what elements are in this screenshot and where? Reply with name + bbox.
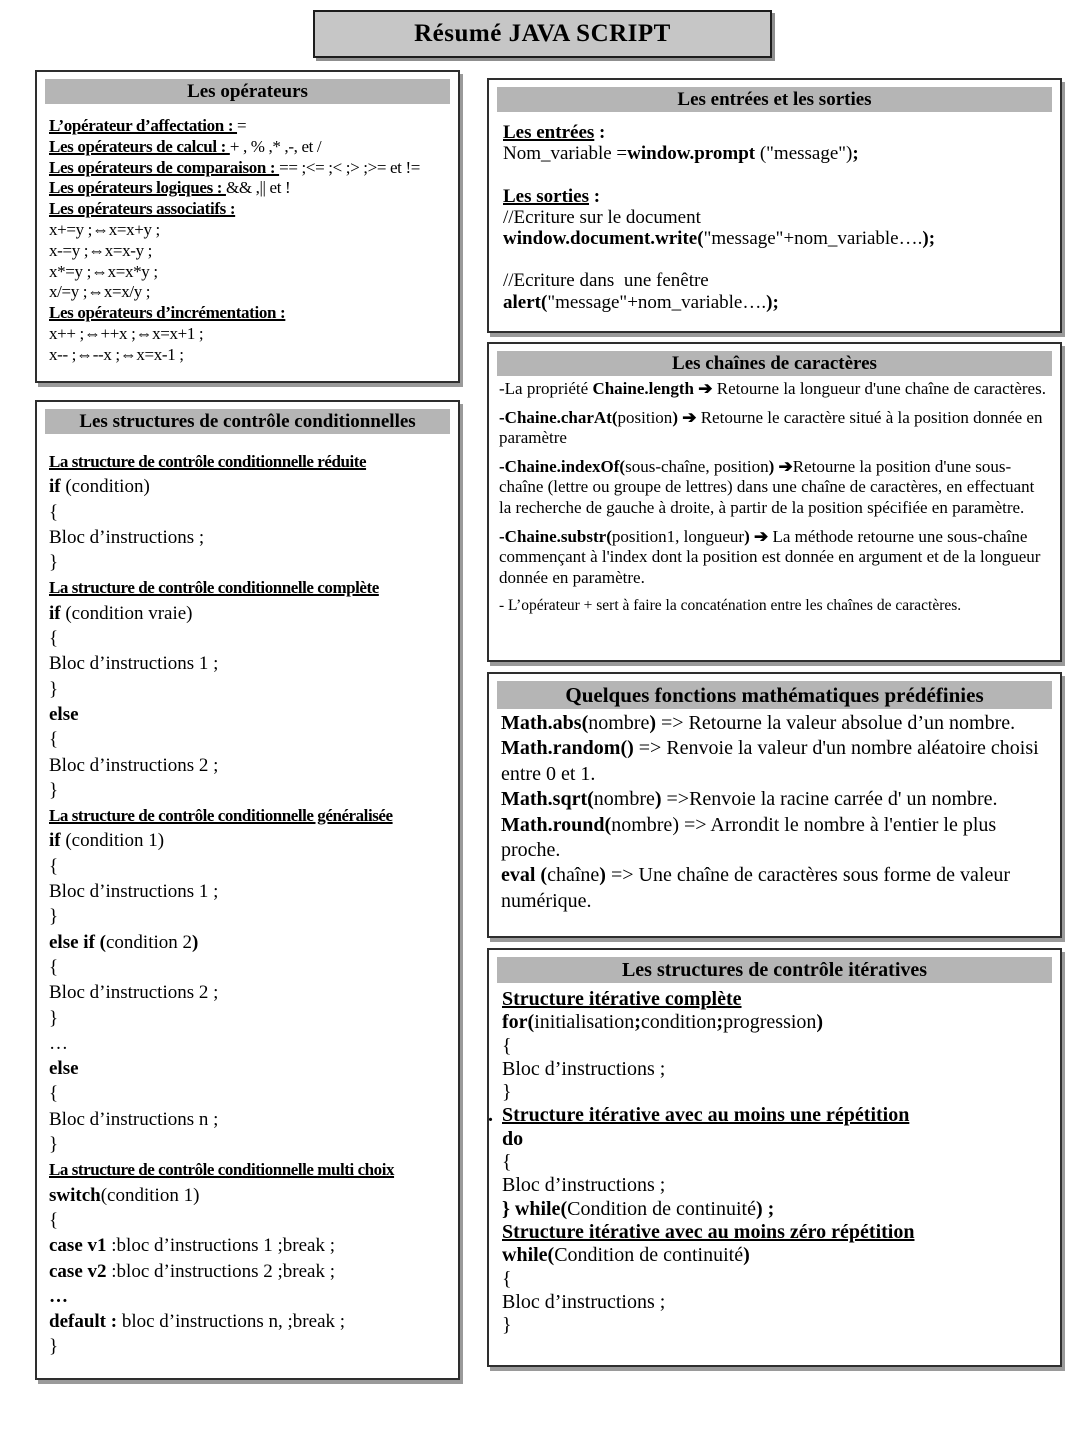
text-segment: ): [192, 931, 199, 953]
text-segment: sous-chaîne, position: [625, 456, 769, 476]
content-line: [49, 525, 452, 550]
text-segment: alert(: [503, 291, 548, 313]
content-line: [488, 1104, 1052, 1127]
text-segment: - L’opérateur + sert à faire la concaténation entre les chaînes de caractères.: [499, 597, 962, 615]
text-segment: eval (: [501, 864, 548, 887]
text-segment: =>Renvoie la racine carrée d' un nombre.: [666, 788, 998, 811]
text-segment: Les entrées: [503, 122, 595, 143]
content-line: [502, 1128, 1052, 1151]
content-line: [502, 1198, 1052, 1221]
content-line: [503, 249, 1052, 270]
text-segment: else: [49, 1058, 79, 1080]
text-segment: ;: [716, 1011, 724, 1034]
text-segment: if: [49, 476, 66, 498]
text-segment: condition 2: [105, 931, 193, 953]
section-body: [37, 104, 458, 366]
section-inputs-outputs: [487, 78, 1062, 333]
text-segment: default :: [49, 1311, 122, 1333]
text-segment: ) ➔: [768, 456, 793, 476]
text-segment: {: [49, 956, 59, 978]
text-segment: Retourne la longueur d'une chaîne de caractères.: [716, 379, 1046, 398]
text-segment: case v2: [49, 1260, 112, 1282]
section-body: [37, 434, 458, 1360]
content-line: [49, 904, 452, 929]
text-segment: x++ ;⇔++x ;⇔x=x+1 ;: [49, 323, 204, 343]
text-segment: x-- ;⇔--x ;⇔x=x-1 ;: [49, 344, 184, 364]
text-segment: position: [617, 407, 673, 427]
content-line: [49, 803, 452, 828]
text-segment: == ;<= ;< ;> ;>= et !=: [279, 157, 421, 177]
content-line: [49, 1309, 452, 1334]
text-segment: }: [502, 1081, 512, 1104]
content-line: [499, 457, 1050, 519]
content-line: [501, 736, 1052, 787]
text-segment: {: [502, 1267, 512, 1290]
text-segment: }: [49, 779, 59, 801]
text-segment: Bloc d’instructions 2 ;: [49, 982, 219, 1004]
text-segment: La structure de contrôle conditionnelle réduite: [49, 452, 367, 471]
section-header: Les structures de contrôle conditionnelles: [45, 409, 450, 434]
text-segment: bloc d’instructions n, ;break ;: [121, 1311, 346, 1333]
content-line: [503, 207, 1052, 228]
content-line: [49, 550, 452, 575]
content-line: [49, 449, 452, 474]
content-line: [503, 122, 1052, 143]
text-segment: }: [49, 1134, 59, 1156]
section-operators: [35, 70, 460, 383]
text-segment: => Retourne la valeur absolue d’un nombre.: [661, 712, 1016, 734]
text-segment: -Chaine.indexOf(: [499, 456, 626, 476]
content-line: [502, 1314, 1052, 1337]
content-line: [502, 988, 1052, 1011]
text-segment: {: [49, 1209, 59, 1231]
text-segment: );: [922, 228, 936, 250]
text-segment: //Ecriture dans une fenêtre: [503, 270, 709, 292]
text-segment: {: [502, 1034, 512, 1057]
content-line: [49, 241, 452, 262]
text-segment: nombre) => Arrondit le nombre à l'entier le plus proche.: [501, 813, 997, 862]
content-line: [502, 1174, 1052, 1197]
section-body: [489, 112, 1060, 313]
content-line: [49, 500, 452, 525]
content-line: [502, 1291, 1052, 1314]
text-segment: ): [654, 788, 667, 811]
text-segment: => Renvoie la valeur d'un nombre aléatoire choisi entre 0 et 1.: [501, 737, 1039, 785]
text-segment: Bloc d’instructions 1 ;: [49, 653, 219, 675]
section-body: [489, 983, 1060, 1337]
text-segment: "message"+nom_variable….: [547, 291, 767, 313]
text-segment: x*=y ;⇔x=x*y ;: [49, 261, 158, 281]
text-segment: Condition de continuité: [567, 1197, 756, 1220]
content-line: [502, 1244, 1052, 1267]
text-segment: Math.random(): [501, 737, 639, 760]
text-segment: ;: [852, 143, 859, 165]
text-segment: {: [49, 729, 59, 751]
content-line: [49, 727, 452, 752]
text-segment: :bloc d’instructions 2 ;break ;: [111, 1260, 335, 1282]
content-line: [503, 164, 1052, 185]
text-segment: }: [49, 1336, 59, 1358]
text-segment: La méthode retourne une sous-chaîne commençant à l'index dont la position est donnée en argument et de la longueur donnée en paramètre.: [499, 526, 1041, 587]
text-segment: Les opérateurs de calcul :: [49, 136, 230, 156]
content-line: [49, 178, 452, 199]
content-line: [502, 1058, 1052, 1081]
content-line: [49, 677, 452, 702]
text-segment: La structure de contrôle conditionnelle généralisée: [49, 806, 393, 826]
text-segment: "message"+nom_variable….: [703, 228, 923, 250]
content-line: [49, 1107, 452, 1132]
text-segment: if: [49, 602, 66, 624]
text-segment: x/=y ;⇔x=x/y ;: [49, 282, 151, 302]
text-segment: -Chaine.substr(: [499, 526, 612, 546]
text-segment: }: [49, 552, 59, 574]
content-line: [49, 1183, 452, 1208]
text-segment: ): [649, 712, 661, 734]
content-line: [49, 1081, 452, 1106]
text-segment: Structure itérative avec au moins zéro répétition: [502, 1220, 915, 1243]
text-segment: => Une chaîne de caractères sous forme de valeur numérique.: [501, 864, 1010, 912]
content-line: [501, 813, 1052, 864]
text-segment: Les sorties: [503, 185, 590, 207]
text-segment: ): [743, 1244, 750, 1267]
text-segment: Math.sqrt(: [501, 788, 594, 811]
content-line: [49, 930, 452, 955]
text-segment: switch: [49, 1184, 101, 1206]
text-segment: position1, longueur: [611, 526, 745, 546]
content-line: [49, 282, 452, 303]
section-header: Les opérateurs: [45, 79, 450, 104]
content-line: [49, 651, 452, 676]
title-box: [313, 10, 772, 58]
text-segment: else: [49, 703, 79, 725]
page-title: Résumé JAVA SCRIPT: [414, 20, 671, 47]
text-segment: }: [49, 906, 59, 928]
section-header: Quelques fonctions mathématiques prédéfinies: [497, 681, 1052, 709]
content-line: [49, 1259, 452, 1284]
content-line: [49, 1006, 452, 1031]
section-body: [489, 376, 1060, 617]
text-segment: else if (: [49, 931, 106, 953]
text-segment: (condition 1): [65, 830, 165, 852]
content-line: [502, 1081, 1052, 1104]
text-segment: Nom_variable =: [503, 143, 628, 165]
text-segment: =: [237, 116, 247, 135]
content-line: [49, 345, 452, 366]
text-segment: Structure itérative avec au moins une répétition: [502, 1104, 910, 1127]
content-line: [502, 1221, 1052, 1244]
text-segment: Bloc d’instructions 2 ;: [49, 754, 219, 776]
text-segment: chaîne: [547, 864, 600, 887]
content-line: [502, 1011, 1052, 1034]
content-line: [49, 1056, 452, 1081]
content-line: [49, 474, 452, 499]
content-line: [499, 379, 1050, 400]
content-line: [49, 702, 452, 727]
text-segment: && ,|| et !: [225, 178, 291, 198]
text-segment: Bloc d’instructions ;: [502, 1290, 666, 1313]
text-segment: nombre: [588, 712, 650, 734]
text-segment: Structure itérative complète: [502, 988, 742, 1010]
text-segment: {: [49, 855, 59, 877]
text-segment: do: [502, 1127, 524, 1150]
text-segment: La structure de contrôle conditionnelle complète: [49, 578, 379, 598]
text-segment: }: [502, 1314, 512, 1337]
content-line: [49, 626, 452, 651]
text-segment: (condition vraie): [65, 602, 193, 624]
text-segment: }: [49, 678, 59, 700]
text-segment: ): [816, 1011, 824, 1034]
content-line: [49, 753, 452, 778]
content-line: [503, 270, 1052, 291]
text-segment: Bloc d’instructions ;: [49, 526, 205, 548]
content-line: [503, 143, 1052, 164]
content-line: [502, 1268, 1052, 1291]
text-segment: x+=y ;⇔x=x+y ;: [49, 219, 160, 239]
content-line: [502, 1151, 1052, 1174]
text-segment: (condition): [65, 476, 150, 498]
content-line: [499, 408, 1050, 449]
content-line: [501, 787, 1052, 812]
content-line: [49, 601, 452, 626]
text-segment: Bloc d’instructions 1 ;: [49, 881, 219, 903]
text-segment: progression: [723, 1011, 817, 1034]
content-line: [499, 527, 1050, 589]
section-header: Les entrées et les sorties: [497, 87, 1052, 112]
content-line: [49, 828, 452, 853]
text-segment: Retourne la position d'une sous-chaîne (lettre ou groupe de lettres) dans une chaîne de caractères, en effectuant la recherche de gauche à droite, à partir de la position spécifiée en paramètre.: [499, 456, 1035, 517]
text-segment: x-=y ;⇔x=x-y ;: [49, 240, 153, 260]
text-segment: {: [49, 1083, 59, 1105]
text-segment: {: [502, 1151, 512, 1174]
text-segment: ) ➔: [744, 526, 769, 546]
content-line: [49, 955, 452, 980]
text-segment: -Chaine.charAt(: [499, 407, 618, 427]
text-segment: :: [589, 185, 601, 207]
text-segment: + , % ,* ,-, et /: [229, 136, 322, 156]
section-conditional-structures: [35, 400, 460, 1380]
text-segment: Les opérateurs associatifs :: [49, 199, 236, 219]
content-line: [49, 199, 452, 220]
text-segment: Les opérateurs de comparaison :: [49, 157, 280, 177]
content-line: [49, 158, 452, 179]
content-line: [49, 1132, 452, 1157]
content-line: [49, 1233, 452, 1258]
content-line: [503, 186, 1052, 207]
text-segment: :bloc d’instructions 1 ;break ;: [111, 1235, 335, 1257]
content-line: [49, 1031, 452, 1056]
text-segment: …: [49, 1032, 68, 1054]
text-segment: Retourne le caractère situé à la position donnée en paramètre: [499, 407, 1043, 448]
text-segment: window.document.write(: [503, 228, 704, 250]
text-segment: -La propriété: [499, 379, 593, 398]
section-body: [489, 709, 1060, 914]
content-line: [499, 596, 1050, 617]
section-header: Les chaînes de caractères: [497, 351, 1052, 376]
text-segment: window.prompt: [627, 143, 760, 165]
text-segment: if: [49, 830, 66, 852]
content-line: [49, 116, 452, 137]
text-segment: L’opérateur d’affectation :: [49, 116, 238, 135]
text-segment: Bloc d’instructions ;: [502, 1057, 666, 1080]
content-line: [49, 879, 452, 904]
content-line: [49, 262, 452, 283]
text-segment: Chaine.length ➔: [592, 379, 717, 398]
text-segment: nombre: [593, 788, 655, 811]
text-segment: Condition de continuité: [554, 1244, 744, 1267]
content-line: [49, 980, 452, 1005]
text-segment: );: [766, 291, 779, 313]
text-segment: Math.abs(: [501, 712, 589, 734]
text-segment: ) ;: [755, 1197, 775, 1220]
section-iterative-structures: [487, 948, 1062, 1367]
text-segment: ;: [634, 1011, 641, 1034]
text-segment: .: [488, 1104, 493, 1127]
text-segment: //Ecriture sur le document: [503, 206, 701, 228]
content-line: [49, 778, 452, 803]
text-segment: Bloc d’instructions n ;: [49, 1108, 219, 1130]
text-segment: {: [49, 628, 59, 650]
content-line: [49, 303, 452, 324]
content-line: [503, 292, 1052, 313]
text-segment: ): [599, 864, 611, 887]
section-strings: [487, 342, 1062, 662]
content-line: [49, 220, 452, 241]
text-segment: :: [594, 122, 606, 143]
content-line: [503, 228, 1052, 249]
text-segment: Les opérateurs logiques :: [49, 178, 226, 198]
content-line: [49, 575, 452, 600]
text-segment: (condition 1): [100, 1184, 200, 1206]
text-segment: Les opérateurs d’incrémentation :: [49, 303, 286, 323]
text-segment: } while(: [502, 1197, 568, 1220]
section-math-functions: [487, 672, 1062, 938]
text-segment: for(: [502, 1011, 535, 1034]
content-line: [49, 1334, 452, 1359]
content-line: [49, 324, 452, 345]
content-line: [502, 1035, 1052, 1058]
text-segment: ("message"): [759, 143, 853, 165]
text-segment: }: [49, 1007, 59, 1029]
content-line: [501, 863, 1052, 914]
content-line: [49, 854, 452, 879]
content-line: [49, 1157, 452, 1182]
text-segment: Bloc d’instructions ;: [502, 1174, 666, 1197]
text-segment: La structure de contrôle conditionnelle multi choix: [49, 1160, 395, 1180]
text-segment: Math.round(: [501, 813, 612, 836]
text-segment: ) ➔: [672, 407, 697, 427]
content-line: [49, 1208, 452, 1233]
content-line: [49, 1284, 452, 1309]
text-segment: …: [49, 1285, 68, 1307]
content-line: [49, 137, 452, 158]
text-segment: case v1: [49, 1235, 112, 1257]
text-segment: initialisation: [534, 1011, 635, 1034]
content-line: [501, 711, 1052, 736]
text-segment: condition: [640, 1011, 717, 1034]
text-segment: {: [49, 501, 59, 523]
section-header: Les structures de contrôle itératives: [497, 957, 1052, 983]
text-segment: while(: [502, 1244, 555, 1267]
